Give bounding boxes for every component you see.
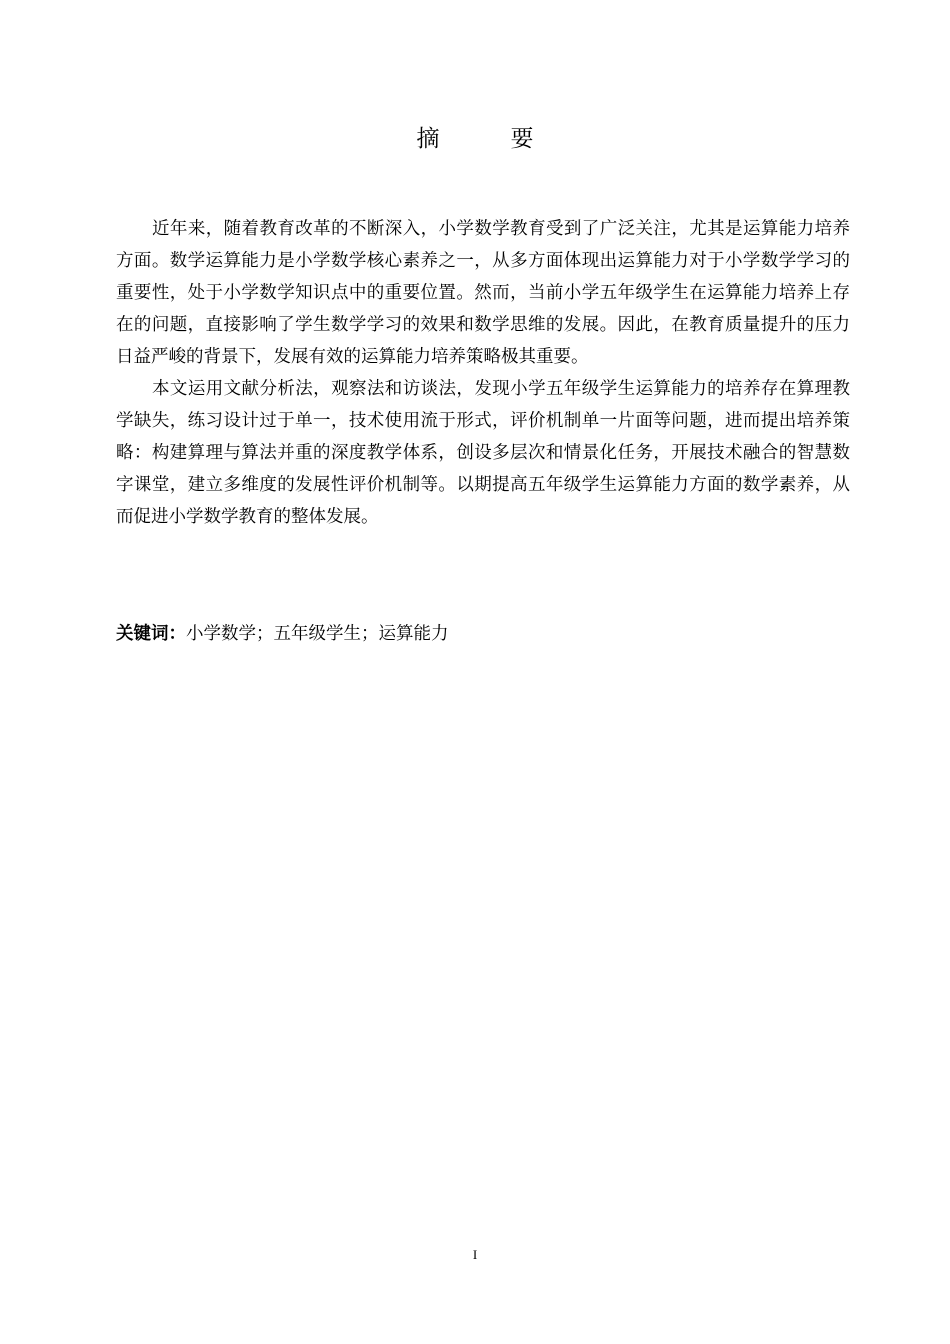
keywords-label: 关键词： [116, 624, 186, 644]
abstract-body [116, 213, 850, 533]
abstract-paragraph-2: 本文运用文献分析法，观察法和访谈法，发现小学五年级学生运算能力的培养存在算理教学缺失，练习设计过于单一，技术使用流于形式，评价机制单一片面等问题，进而提出培养策略：构建算理与算法并重的深度教学体系，创设多层次和情景化任务，开展技术融合的智慧数字课堂，建立多维度的发展性评价机制等。以期提高五年级学生运算能力方面的数学素养，从而促进小学数学教育的整体发展。 [116, 379, 850, 527]
page-number: I [472, 1247, 478, 1262]
abstract-paragraph-1: 近年来，随着教育改革的不断深入，小学数学教育受到了广泛关注，尤其是运算能力培养方面。数学运算能力是小学数学核心素养之一，从多方面体现出运算能力对于小学数学学习的重要性，处于小学数学知识点中的重要位置。然而，当前小学五年级学生在运算能力培养上存在的问题，直接影响了学生数学学习的效果和数学思维的发展。因此，在教育质量提升的压力日益严峻的背景下，发展有效的运算能力培养策略极其重要。 [116, 219, 850, 367]
abstract-title: 摘 要 [416, 126, 558, 152]
keywords-text: 小学数学；五年级学生；运算能力 [186, 624, 449, 644]
keywords-line [116, 618, 850, 650]
